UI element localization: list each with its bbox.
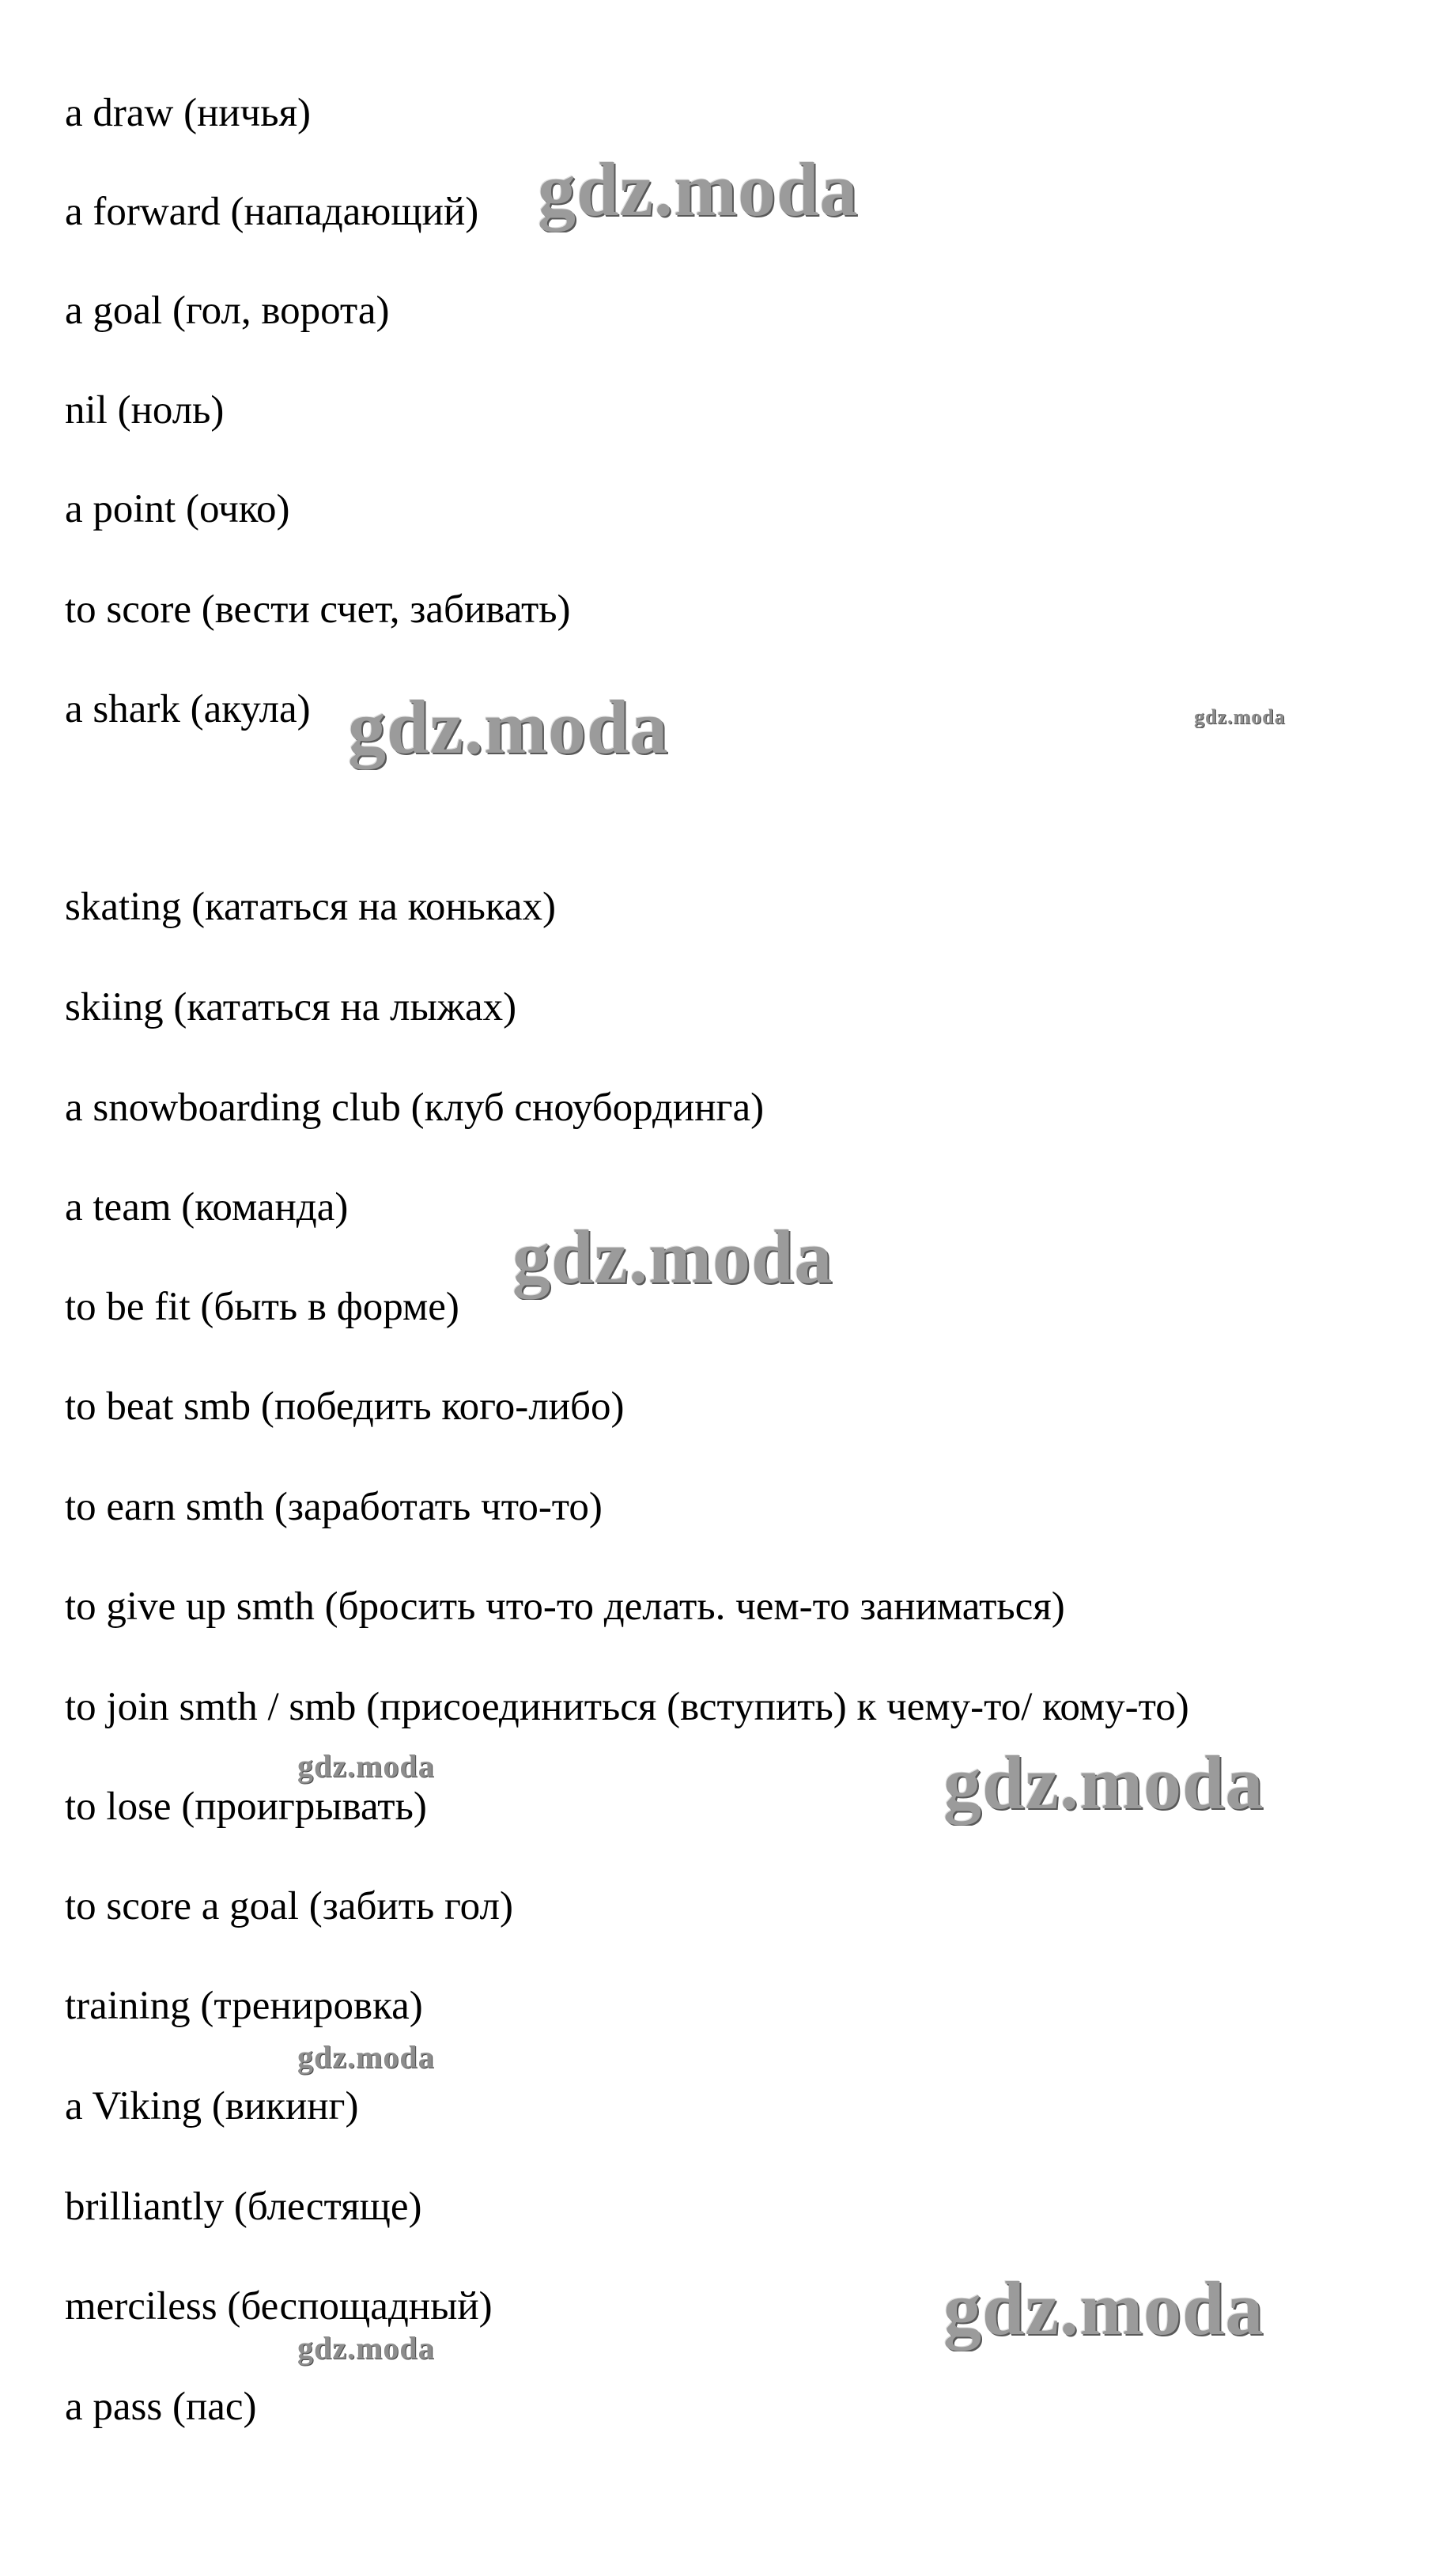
vocab-line-join: to join smth / smb (присоединиться (вступить) к чему-то/ кому-то) — [65, 1685, 1189, 1729]
vocab-line-pass: a pass (пас) — [65, 2385, 257, 2429]
vocab-line-draw: a draw (ничья) — [65, 91, 312, 135]
vocab-line-nil: nil (ноль) — [65, 388, 225, 432]
vocab-line-shark: a shark (акула) — [65, 687, 311, 731]
watermark-logo: gdz.moda — [297, 2039, 435, 2075]
watermark-logo: gdz.moda — [943, 2266, 1264, 2351]
vocab-line-brilliantly: brilliantly (блестяще) — [65, 2185, 422, 2229]
watermark-logo: gdz.moda — [297, 1748, 435, 1784]
vocab-line-give-up: to give up smth (бросить что-то делать. чем-то заниматься) — [65, 1585, 1065, 1629]
watermark-logo: gdz.moda — [297, 2330, 435, 2366]
vocab-line-score-goal: to score a goal (забить гол) — [65, 1884, 513, 1928]
vocab-line-score: to score (вести счет, забивать) — [65, 587, 571, 632]
watermark-logo: gdz.moda — [512, 1214, 833, 1299]
watermark-logo: gdz.moda — [348, 685, 669, 769]
vocab-line-training: training (тренировка) — [65, 1984, 423, 2028]
vocab-line-be-fit: to be fit (быть в форме) — [65, 1285, 459, 1329]
watermark-logo: gdz.moda — [538, 147, 859, 232]
vocab-line-forward: a forward (нападающий) — [65, 190, 479, 234]
vocab-line-beat: to beat smb (победить кого-либо) — [65, 1384, 625, 1429]
watermark-logo: gdz.moda — [1194, 705, 1286, 728]
vocab-line-team: a team (команда) — [65, 1185, 349, 1229]
vocab-line-snowboarding-club: a snowboarding club (клуб сноубординга) — [65, 1086, 765, 1130]
vocab-line-lose: to lose (проигрывать) — [65, 1785, 427, 1829]
vocab-line-merciless: merciless (беспощадный) — [65, 2284, 493, 2329]
vocab-line-skating: skating (кататься на коньках) — [65, 885, 557, 929]
vocab-line-viking: a Viking (викинг) — [65, 2084, 359, 2128]
vocab-line-skiing: skiing (кататься на лыжах) — [65, 985, 517, 1029]
vocab-line-earn: to earn smth (заработать что-то) — [65, 1485, 603, 1529]
vocab-line-goal: a goal (гол, ворота) — [65, 289, 390, 333]
vocab-line-point: a point (очко) — [65, 487, 290, 531]
watermark-logo: gdz.moda — [943, 1740, 1264, 1825]
